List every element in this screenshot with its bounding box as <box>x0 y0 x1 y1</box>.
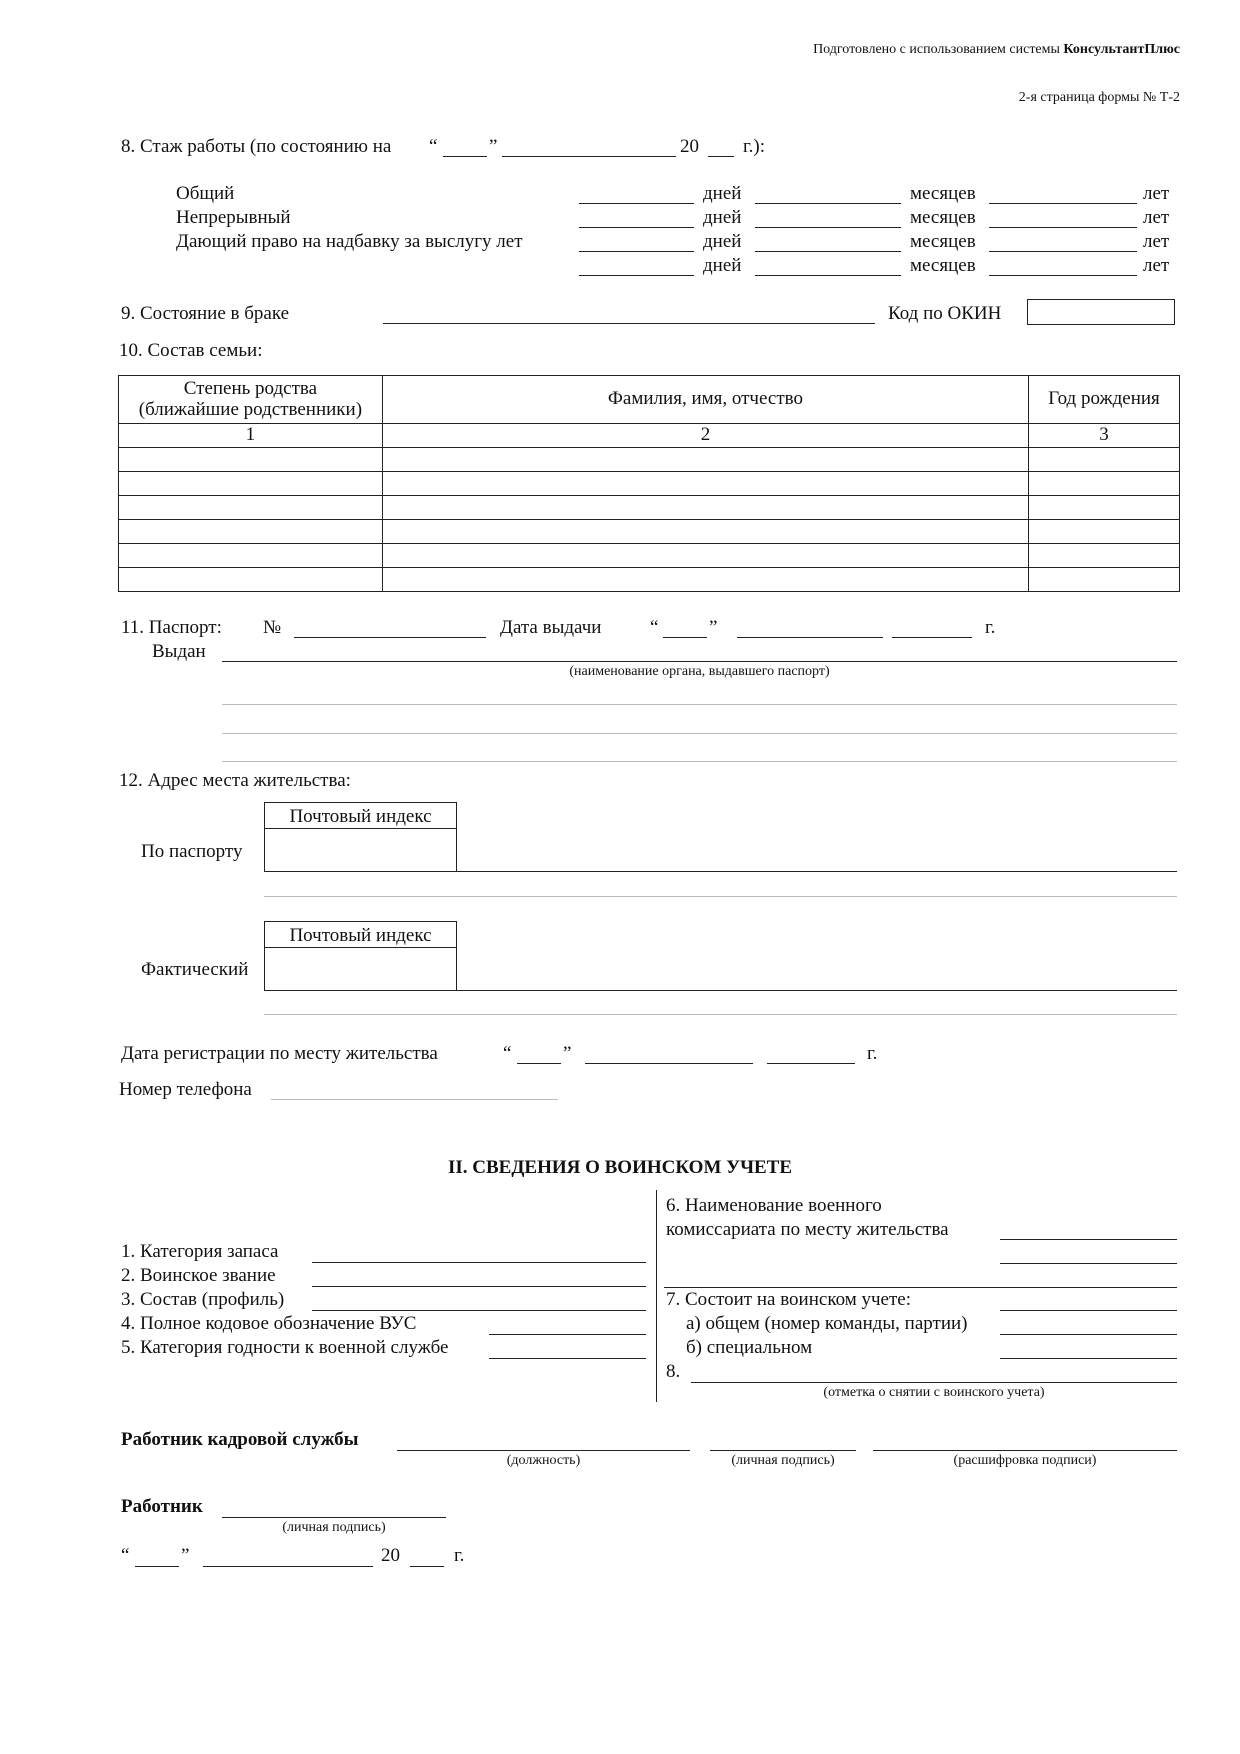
r7b-label: б) специальном <box>686 1337 813 1358</box>
cell-name[interactable] <box>382 568 1028 592</box>
passport-address-field[interactable] <box>457 871 1177 872</box>
years-field[interactable] <box>989 251 1137 252</box>
months-unit: месяцев <box>910 183 976 204</box>
reg-year-suffix: г. <box>867 1043 878 1064</box>
days-unit: дней <box>703 255 742 276</box>
cell-relation[interactable] <box>119 520 383 544</box>
cell-name[interactable] <box>382 472 1028 496</box>
cell-birth-year[interactable] <box>1029 568 1180 592</box>
days-field[interactable] <box>579 227 694 228</box>
issued-by-field-line2[interactable] <box>222 704 1177 705</box>
fitness-category-field[interactable] <box>489 1358 646 1359</box>
table-row <box>119 568 1180 592</box>
s8-row-label: Дающий право на надбавку за выслугу лет <box>176 231 523 252</box>
prepared-note <box>813 43 1180 57</box>
col-relation-line1: Степень родства <box>183 377 318 399</box>
military-left-item: 1. Категория запаса <box>121 1241 279 1262</box>
profile-field[interactable] <box>312 1310 646 1311</box>
postal-index-label: Почтовый индекс <box>289 925 432 946</box>
s8-year-prefix: 20 <box>680 136 699 157</box>
months-field[interactable] <box>755 227 901 228</box>
cell-relation[interactable] <box>119 568 383 592</box>
passport-address-field-line2[interactable] <box>264 896 1177 897</box>
cell-birth-year[interactable] <box>1029 448 1180 472</box>
worker-date-quote-open: “ <box>121 1545 130 1566</box>
general-registration-field[interactable] <box>1000 1334 1177 1335</box>
col-birth-year-header: Год рождения <box>1029 376 1180 424</box>
issue-year-suffix: г. <box>985 617 996 638</box>
passport-number-field[interactable] <box>294 637 486 638</box>
cell-relation[interactable] <box>119 496 383 520</box>
days-unit: дней <box>703 231 742 252</box>
years-unit: лет <box>1143 207 1170 228</box>
col-num-1: 1 <box>119 424 383 448</box>
months-field[interactable] <box>755 203 901 204</box>
issue-year-field[interactable] <box>892 637 972 638</box>
days-field[interactable] <box>579 203 694 204</box>
issued-by-field-line4[interactable] <box>222 761 1177 762</box>
months-unit: месяцев <box>910 231 976 252</box>
s8-year-suffix: г.): <box>743 136 766 157</box>
brand-name: КонсультантПлюс <box>1063 42 1180 57</box>
table-row <box>119 472 1180 496</box>
postal-index-field-actual[interactable] <box>265 948 456 990</box>
deregistration-field[interactable] <box>691 1382 1177 1383</box>
s8-row-label: Общий <box>176 183 235 204</box>
prepared-prefix: Подготовлено с использованием системы <box>813 42 1064 57</box>
r6-line1: 6. Наименование военного <box>666 1195 882 1216</box>
worker-date-day-field[interactable] <box>135 1566 179 1567</box>
table-row <box>119 496 1180 520</box>
actual-address-label: Фактический <box>141 959 249 980</box>
years-unit: лет <box>1143 255 1170 276</box>
s8-quote-open: “ <box>429 136 438 157</box>
table-row <box>119 520 1180 544</box>
cell-birth-year[interactable] <box>1029 520 1180 544</box>
issued-by-caption: (наименование органа, выдавшего паспорт) <box>569 664 830 679</box>
military-left-item: 4. Полное кодовое обозначение ВУС <box>121 1313 417 1334</box>
issue-quote-open: “ <box>650 617 659 638</box>
cell-name[interactable] <box>382 520 1028 544</box>
family-table <box>118 375 1180 592</box>
years-field[interactable] <box>989 203 1137 204</box>
s8-year-field[interactable] <box>708 156 734 157</box>
years-unit: лет <box>1143 183 1170 204</box>
col-num-3: 3 <box>1029 424 1180 448</box>
postal-index-field-passport[interactable] <box>265 829 456 871</box>
commissariat-field-2[interactable] <box>1000 1263 1177 1264</box>
cell-relation[interactable] <box>119 544 383 568</box>
hr-signature-caption: (личная подпись) <box>731 1453 835 1468</box>
s10-label: 10. Состав семьи: <box>119 340 263 361</box>
issued-by-field[interactable] <box>222 661 1177 662</box>
reg-date-label: Дата регистрации по месту жительства <box>121 1043 438 1064</box>
s8-row-label: Непрерывный <box>176 207 291 228</box>
months-unit: месяцев <box>910 207 976 228</box>
passport-no-sign: № <box>263 617 282 638</box>
table-header-row <box>119 376 1180 424</box>
worker-date-year-suffix: г. <box>454 1545 465 1566</box>
days-field[interactable] <box>579 251 694 252</box>
postal-index-box-passport <box>264 802 457 872</box>
table-row <box>119 448 1180 472</box>
special-registration-field[interactable] <box>1000 1358 1177 1359</box>
days-field[interactable] <box>579 275 694 276</box>
reserve-category-field[interactable] <box>312 1262 646 1263</box>
cell-name[interactable] <box>382 448 1028 472</box>
worker-date-year-field[interactable] <box>410 1566 444 1567</box>
cell-birth-year[interactable] <box>1029 472 1180 496</box>
col-relation-line2: (ближайшие родственники) <box>138 398 363 420</box>
worker-label: Работник <box>121 1496 203 1517</box>
r6-line2: комиссариата по месту жительства <box>666 1219 949 1240</box>
postal-index-box-actual <box>264 921 457 991</box>
months-unit: месяцев <box>910 255 976 276</box>
by-passport-label: По паспорту <box>141 841 243 862</box>
military-left-item: 5. Категория годности к военной службе <box>121 1337 449 1358</box>
issued-by-field-line3[interactable] <box>222 733 1177 734</box>
col-num-2: 2 <box>382 424 1028 448</box>
cell-birth-year[interactable] <box>1029 496 1180 520</box>
cell-name[interactable] <box>382 544 1028 568</box>
days-unit: дней <box>703 183 742 204</box>
s8-quote-close: ” <box>489 136 498 157</box>
s11-label: 11. Паспорт: <box>121 617 222 638</box>
military-column-divider <box>656 1190 657 1402</box>
phone-field[interactable] <box>271 1099 558 1100</box>
r8-label: 8. <box>666 1361 681 1382</box>
military-rank-field[interactable] <box>312 1286 646 1287</box>
issued-by-label: Выдан <box>152 641 206 662</box>
r7a-label: а) общем (номер команды, партии) <box>686 1313 968 1334</box>
issue-date-label: Дата выдачи <box>500 617 602 638</box>
military-left-item: 2. Воинское звание <box>121 1265 276 1286</box>
military-left-item: 3. Состав (профиль) <box>121 1289 285 1310</box>
s8-month-field[interactable] <box>502 156 676 157</box>
table-row <box>119 544 1180 568</box>
okin-code-field[interactable] <box>1027 299 1175 325</box>
s12-label: 12. Адрес места жительства: <box>119 770 351 791</box>
hr-decode-caption: (расшифровка подписи) <box>953 1453 1097 1468</box>
days-unit: дней <box>703 207 742 228</box>
reg-year-field[interactable] <box>767 1063 855 1064</box>
table-number-row <box>119 424 1180 448</box>
years-unit: лет <box>1143 231 1170 252</box>
worker-date-month-field[interactable] <box>203 1566 373 1567</box>
years-field[interactable] <box>989 275 1137 276</box>
worker-signature-field[interactable] <box>222 1517 446 1518</box>
issue-month-field[interactable] <box>737 637 883 638</box>
postal-index-label: Почтовый индекс <box>289 806 432 827</box>
reg-day-field[interactable] <box>517 1063 561 1064</box>
page-label: 2-я страница формы № Т-2 <box>1018 90 1180 105</box>
marital-status-field[interactable] <box>383 323 875 324</box>
worker-signature-caption: (личная подпись) <box>282 1520 386 1535</box>
issue-quote-close: ” <box>709 617 718 638</box>
cell-name[interactable] <box>382 496 1028 520</box>
col-name-header: Фамилия, имя, отчество <box>382 376 1028 424</box>
actual-address-field[interactable] <box>457 990 1177 991</box>
months-field[interactable] <box>755 275 901 276</box>
hr-worker-label: Работник кадровой службы <box>121 1429 359 1450</box>
reg-quote-close: ” <box>563 1043 572 1064</box>
worker-date-quote-close: ” <box>181 1545 190 1566</box>
hr-position-field[interactable] <box>397 1450 690 1451</box>
s8-day-field[interactable] <box>443 156 487 157</box>
months-field[interactable] <box>755 251 901 252</box>
hr-signature-field[interactable] <box>710 1450 856 1451</box>
commissariat-field-1[interactable] <box>1000 1239 1177 1240</box>
vus-code-field[interactable] <box>489 1334 646 1335</box>
hr-decode-field[interactable] <box>873 1450 1177 1451</box>
cell-relation[interactable] <box>119 448 383 472</box>
reg-quote-open: “ <box>503 1043 512 1064</box>
reg-month-field[interactable] <box>585 1063 753 1064</box>
s9-label: 9. Состояние в браке <box>121 303 290 324</box>
cell-relation[interactable] <box>119 472 383 496</box>
col-relation-header <box>119 376 383 424</box>
years-field[interactable] <box>989 227 1137 228</box>
phone-label: Номер телефона <box>119 1079 252 1100</box>
r7-label: 7. Состоит на воинском учете: <box>666 1289 911 1310</box>
actual-address-field-line2[interactable] <box>264 1014 1177 1015</box>
worker-date-year-prefix: 20 <box>381 1545 400 1566</box>
commissariat-field-3[interactable] <box>664 1287 1177 1288</box>
issue-day-field[interactable] <box>663 637 707 638</box>
okin-label: Код по ОКИН <box>888 303 1002 324</box>
cell-birth-year[interactable] <box>1029 544 1180 568</box>
deregistration-caption: (отметка о снятии с воинского учета) <box>823 1385 1045 1400</box>
military-title: II. СВЕДЕНИЯ О ВОИНСКОМ УЧЕТЕ <box>447 1157 793 1178</box>
s8-title: 8. Стаж работы (по состоянию на <box>121 136 392 157</box>
registered-field[interactable] <box>1000 1310 1177 1311</box>
hr-position-caption: (должность) <box>506 1453 581 1468</box>
